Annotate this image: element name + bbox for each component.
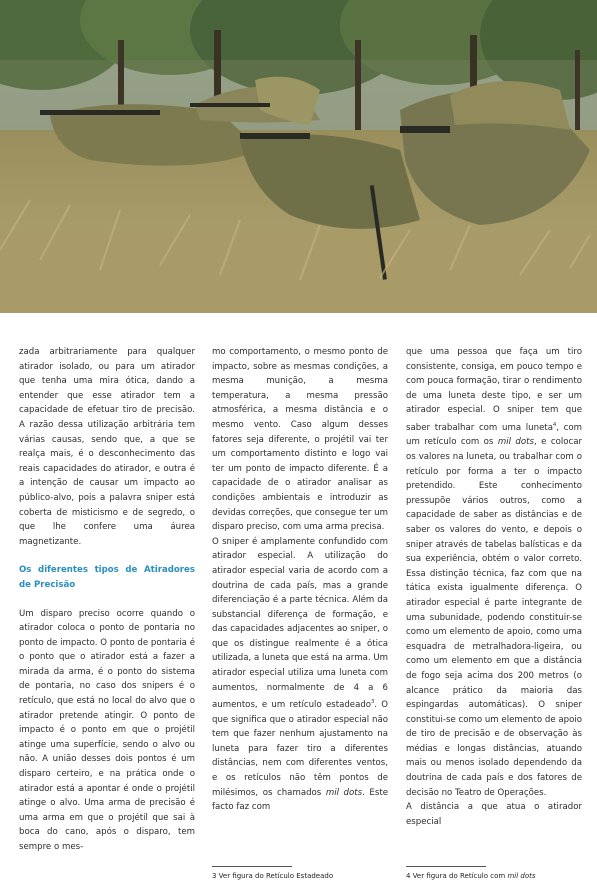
column-2 [212, 345, 388, 815]
section-heading: Os diferentes tipos de Atiradores de Precisão [19, 565, 195, 590]
column-1 [19, 345, 195, 855]
footnote: 3 Ver figura do Retículo Estadeado [212, 872, 334, 880]
paragraph: Um disparo preciso ocorre quando o atirador coloca o ponto de pontaria no ponto de impacto. O ponto de pontaria é o ponto que o atirador está a fazer a mirada da arma, é o ponto do sistema de pontaria, no caso dos snipers é o retículo, que está no local do alvo que o atirador pretende atingir. O ponto de impacto é o ponto em que o projétil atinge uma superfície, sendo o alvo ou não. A união desses dois pontos é um disparo certeiro, e na prática onde o atirador está a apontar é onde o projétil atinge o alvo. Uma arma de precisão é uma arma em que o projétil que sai à boca do cano, após o disparo, tem sempre o mes- [19, 608, 195, 852]
paragraph: O sniper é amplamente confundido com atirador especial. A utilização do atirador especial varia de acordo com a doutrina de cada país, mas a grande diferenciação é a parte técnica. Além da substancial diferença de formação, e das capacidades adjacentes ao sniper, o que os distingue realmente é a ótica utilizada, a luneta que está na arma. Um atirador especial utiliza uma luneta com aumentos, normalmente de 4 a 6 aumentos, e um retículo estadeado$^3$. O que significa que o atirador especial não tem que fazer nenhum ajustamento na luneta para fazer tiro a diferentes distâncias, nem com diferentes ventos, e os retículos não têm pontos de milésimos, os chamados mil dots. Este facto faz com [212, 536, 389, 813]
paragraph: mo comportamento, o mesmo ponto de impacto, sobre as mesmas condições, a mesma munição, a mesma temperatura, a mesma pressão atmosférica, a mesma distância e o mesmo vento. Caso algum desses fatores seja diferente, o projétil vai ter um comportamento distinto e logo vai ter um ponto de impacto diferente. É a capacidade de o atirador analisar as condições ambientais e introduzir as devidas correções, que consegue ter um disparo preciso, com uma arma precisa. [212, 347, 388, 533]
footnote: 4 Ver figura do Retículo com mil dots [406, 872, 536, 880]
column-3 [406, 345, 582, 829]
paragraph: que uma pessoa que faça um tiro consistente, consiga, em pouco tempo e com pouca formação, tirar o rendimento de uma luneta deste tipo, e ser um atirador especial. O sniper tem que saber trabalhar com uma luneta$^4$, com um retículo com os mil dots, e colocar os valores na luneta, ou trabalhar com o retículo por forma a ter o impacto pretendido. Este conhecimento pressupõe vários outros, como a capacidade de saber as distâncias e de saber os valores do vento, e depois o sniper através de tabelas balísticas e da sua experiência, obtém o valor correto. Essa distinção técnica, faz com que na tática exista igualmente diferença. O atirador especial é parte integrante de uma subunidade, podendo constituir-se como um elemento de apoio, como uma esquadra de metralhadora-ligeira, ou como um elemento em que a distância de fogo seja acima dos 200 metros (o alcance prático da maioria das espingardas automáticas). O sniper constitui-se como um elemento de apoio de tiro de precisão e de observação às médias e longas distâncias, atuando mais ou menos isolado dependendo da doutrina de cada país e dos fatores de decisão no Teatro de Operações. [406, 347, 582, 798]
paragraph: zada arbitrariamente para qualquer atirador isolado, ou para um atirador que tenha uma mira ótica, dando a entender que esse atirador tem a capacidade de efetuar tiro de precisão. A razão dessa utilização arbitrária tem várias causas, sendo que, a que se realça mais, é o desconhecimento das reais capacidades do atirador, e outra é a intenção de causar um impacto ao público-alvo, pois a palavra sniper está coberta de misticismo e de segredo, o que lhe confere uma áurea magnetizante. [19, 347, 195, 547]
footnote-divider [406, 866, 486, 867]
paragraph: A distância a que atua o atirador especial [406, 802, 582, 827]
footnote-ref: 3 [371, 699, 375, 706]
footnote-ref: 4 [553, 421, 557, 428]
ghillie-snipers-photo [0, 0, 597, 313]
footnote-divider [212, 866, 292, 867]
